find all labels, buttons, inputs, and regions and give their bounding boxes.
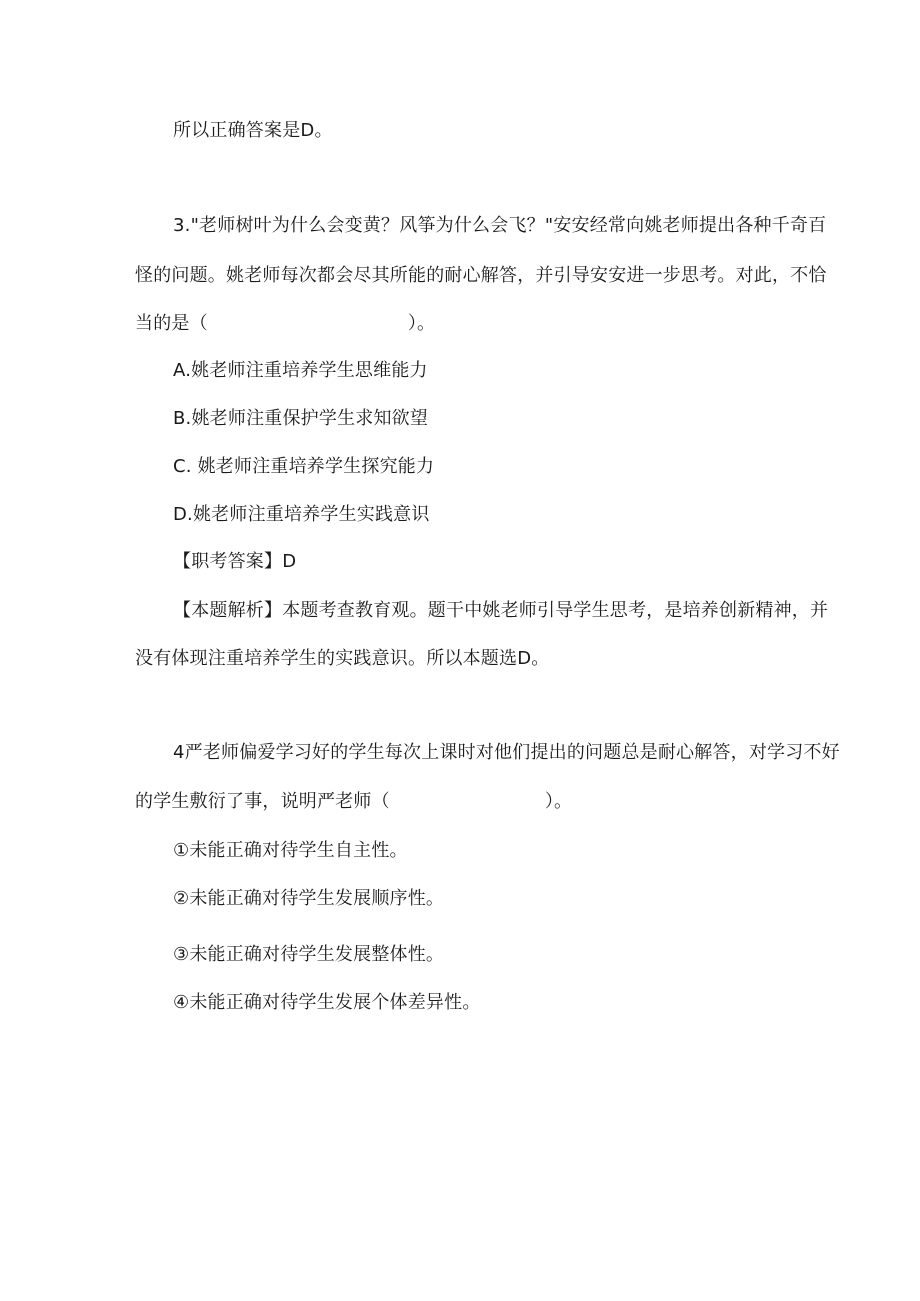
q3-stem-suffix: ）。	[407, 313, 436, 334]
q4-stem-line-2	[135, 789, 572, 815]
q4-stem-line-1: 4严老师偏爱学习好的学生每次上课时对他们提出的问题总是耐心解答，对学习不好	[173, 742, 840, 763]
q4-statement-2: ②未能正确对待学生发展顺序性。	[173, 888, 445, 909]
q3-analysis-line-1: 【本题解析】本题考查教育观。题干中姚老师引导学生思考，是培养创新精神，并	[173, 600, 829, 621]
q3-option-b: B.姚老师注重保护学生求知欲望	[173, 408, 429, 429]
q3-analysis-line-2: 没有体现注重培养学生的实践意识。所以本题选D。	[135, 648, 550, 669]
q3-stem-line-1: 3."老师树叶为什么会变黄？风筝为什么会飞？"安安经常向姚老师提出各种千奇百	[173, 215, 827, 236]
q3-stem-prefix: 当的是（	[135, 313, 208, 334]
q3-option-a: A.姚老师注重培养学生思维能力	[173, 360, 428, 381]
q3-option-d: D.姚老师注重培养学生实践意识	[173, 504, 430, 525]
q3-answer: 【职考答案】D	[173, 551, 297, 572]
q4-statement-3: ③未能正确对待学生发展整体性。	[173, 944, 445, 965]
q2-answer-sentence: 所以正确答案是D。	[173, 120, 333, 141]
q4-statement-1: ①未能正确对待学生自主性。	[173, 840, 408, 861]
q3-stem-line-2: 怪的问题。姚老师每次都会尽其所能的耐心解答，并引导安安进一步思考。对此，不恰	[135, 265, 827, 286]
q3-stem-line-3	[135, 311, 435, 337]
q4-stem-prefix: 的学生敷衍了事，说明严老师（	[135, 791, 390, 812]
q3-option-c: C. 姚老师注重培养学生探究能力	[173, 456, 435, 477]
q4-stem-suffix: ）。	[544, 791, 573, 812]
q4-statement-4: ④未能正确对待学生发展个体差异性。	[173, 992, 481, 1013]
